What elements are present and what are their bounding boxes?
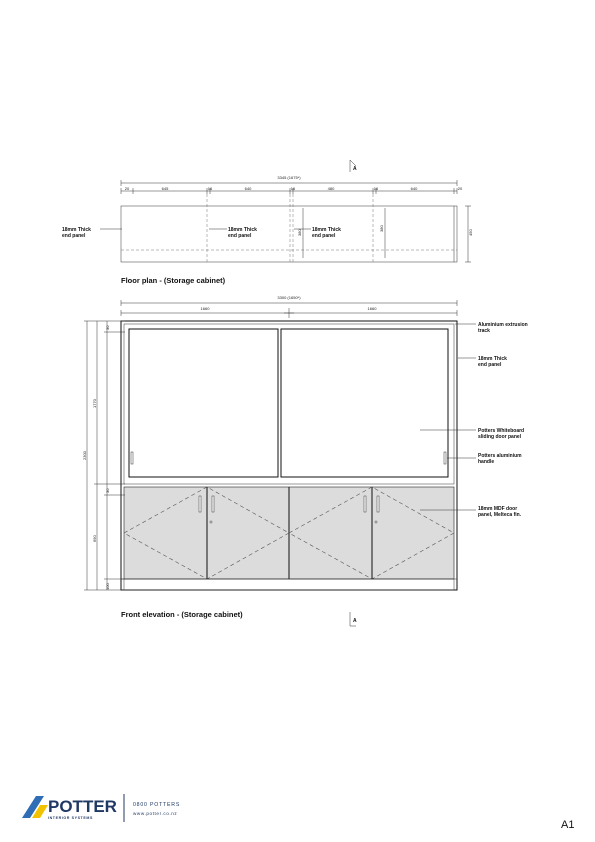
seg-dim-5: 16 (290, 186, 296, 191)
page-id: A1 (561, 819, 575, 831)
door-handle-4[interactable] (377, 496, 379, 512)
whiteboard-handle-right[interactable] (444, 452, 446, 464)
note-whiteboard: Potters Whiteboard sliding door panel (478, 428, 525, 440)
front-elevation (82, 295, 528, 619)
note-end-panel: 18mm Thick end panel (478, 356, 507, 368)
whiteboard-panel-right (281, 329, 448, 477)
plan-inner-depth-1: 380 (297, 229, 302, 236)
section-marker-bottom (350, 612, 357, 626)
elev-overall-dim: 3300 (1650*) (277, 295, 301, 300)
plan-end-panel-label-left: 18mm Thick end panel (62, 227, 91, 239)
elev-left-dim: 1660 (200, 306, 210, 311)
elev-height-upper: 1770 (92, 399, 97, 408)
floor-plan-title: Floor plan - (Storage cabinet) (121, 276, 226, 285)
elev-height-top: 30 (105, 325, 110, 330)
elev-height-mid: 30 (105, 488, 110, 493)
plan-end-panel-label-right: 18mm Thick end panel (312, 227, 341, 239)
plan-end-panel-label-mid: 18mm Thick end panel (228, 227, 257, 239)
note-extrusion: Aluminium extrusion track (478, 322, 528, 334)
note-handle: Potters aluminium handle (478, 453, 522, 465)
section-marker-top-label: A (353, 166, 357, 172)
seg-dim-1: 20 (124, 186, 130, 191)
elev-right-dim: 1660 (367, 306, 377, 311)
footer-phone: 0800 POTTERS (133, 802, 181, 808)
seg-dim-7: 16 (373, 186, 379, 191)
floor-plan-overall-dim: 3345 (1675*) (277, 175, 301, 180)
door-handle-3[interactable] (364, 496, 366, 512)
extrusion-track (124, 324, 454, 484)
logo-subtext: INTERIOR SYSTEMS (48, 816, 93, 820)
plan-depth-dim: 450 (468, 229, 473, 236)
section-marker-bottom-label: A (353, 618, 357, 624)
seg-dim-9: 20 (457, 186, 463, 191)
seg-dim-6: 480 (327, 186, 335, 191)
seg-dim-3: 16 (207, 186, 213, 191)
plan-outline (121, 206, 457, 262)
plan-inner-depth-2: 380 (379, 225, 384, 232)
door-handle-2[interactable] (212, 496, 214, 512)
floor-plan (62, 175, 473, 285)
seg-dim-8: 640 (410, 186, 418, 191)
front-elevation-title: Front elevation - (Storage cabinet) (121, 610, 243, 619)
elev-height-total: 2300 (82, 451, 87, 460)
plinth (124, 579, 454, 590)
section-marker-top (350, 160, 357, 172)
note-mdf: 18mm MDF door panel, Melteca fin. (478, 506, 522, 518)
footer-website: www.potter.co.nz (133, 811, 178, 816)
door-handle-1[interactable] (199, 496, 201, 512)
seg-dim-2: 645 (161, 186, 169, 191)
door-lock-2 (375, 521, 378, 524)
logo-wordmark: POTTER (48, 797, 117, 816)
whiteboard-panel-left (129, 329, 278, 477)
door-lock-1 (210, 521, 213, 524)
elev-height-plinth: 100 (105, 583, 110, 590)
seg-dim-4: 640 (244, 186, 252, 191)
whiteboard-handle-left[interactable] (131, 452, 133, 464)
elev-height-lower: 690 (92, 535, 97, 542)
potter-logo (22, 796, 117, 820)
